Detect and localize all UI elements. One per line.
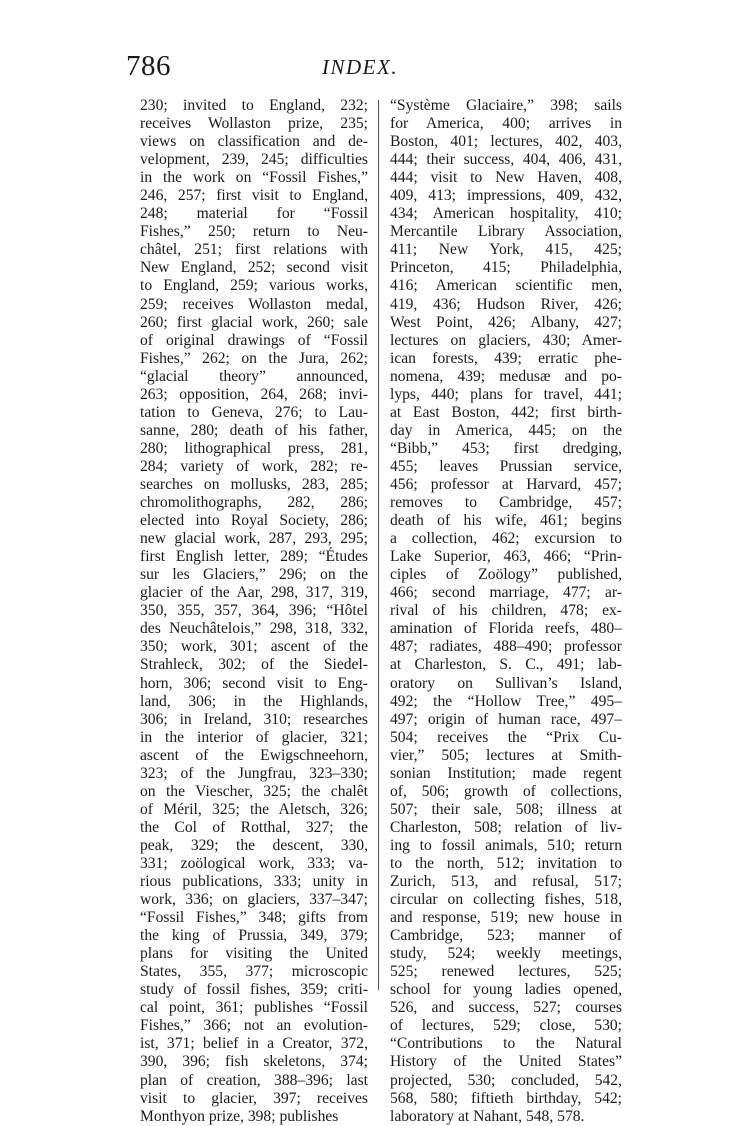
index-line: 350; work, 301; ascent of the [140, 638, 368, 656]
index-line: Boston, 401; lectures, 402, 403, [390, 133, 622, 151]
index-line: study, 524; weekly meetings, [390, 945, 622, 963]
index-line: study of fossil fishes, 359; criti- [140, 981, 368, 999]
index-line: 390, 396; fish skeletons, 374; [140, 1053, 368, 1071]
index-line: 466; second marriage, 477; ar- [390, 584, 622, 602]
index-line: 568, 580; fiftieth birthday, 542; [390, 1089, 622, 1107]
index-line: 416; American scientific men, [390, 277, 622, 295]
index-line: History of the United States” [390, 1053, 622, 1071]
index-line: oratory on Sullivan’s Island, [390, 674, 622, 692]
index-line: ascent of the Ewigschneehorn, [140, 746, 368, 764]
column-rule [378, 100, 379, 990]
index-column-right [390, 97, 622, 1126]
index-line: 526, and success, 527; courses [390, 999, 622, 1017]
index-line: of lectures, 529; close, 530; [390, 1017, 622, 1035]
index-line: Mercantile Library Association, [390, 223, 622, 241]
index-line: receives Wollaston prize, 235; [140, 115, 368, 133]
index-line: nomena, 439; medusæ and po- [390, 367, 622, 385]
running-head: INDEX. [322, 55, 399, 79]
index-line: tation to Geneva, 276; to Lau- [140, 403, 368, 421]
index-line: 504; receives the “Prix Cu- [390, 728, 622, 746]
index-line: sanne, 280; death of his father, [140, 421, 368, 439]
index-line: “Fossil Fishes,” 348; gifts from [140, 909, 368, 927]
index-line: of Méril, 325; the Aletsch, 326; [140, 800, 368, 818]
index-line: Cambridge, 523; manner of [390, 927, 622, 945]
index-line: Fishes,” 262; on the Jura, 262; [140, 349, 368, 367]
index-line: “Contributions to the Natural [390, 1035, 622, 1053]
index-line: velopment, 239, 245; difficulties [140, 151, 368, 169]
index-line: school for young ladies opened, [390, 981, 622, 999]
index-line: glacier of the Aar, 298, 317, 319, [140, 584, 368, 602]
index-line: on the Viescher, 325; the chalêt [140, 782, 368, 800]
index-line: 434; American hospitality, 410; [390, 205, 622, 223]
index-line: Fishes,” 250; return to Neu- [140, 223, 368, 241]
index-line: the king of Prussia, 349, 379; [140, 927, 368, 945]
index-line: “Système Glaciaire,” 398; sails [390, 97, 622, 114]
index-line: des Neuchâtelois,” 298, 318, 332, [140, 620, 368, 638]
index-line: 259; receives Wollaston medal, [140, 295, 368, 313]
index-line: 323; of the Jungfrau, 323–330; [140, 764, 368, 782]
index-line: 350, 355, 357, 364, 396; “Hôtel [140, 602, 368, 620]
index-line: death of his wife, 461; begins [390, 512, 622, 530]
index-line: 497; origin of human race, 497– [390, 710, 622, 728]
index-line: sur les Glaciers,” 296; on the [140, 566, 368, 584]
index-line: 444; visit to New Haven, 408, [390, 169, 622, 187]
index-line: a collection, 462; excursion to [390, 530, 622, 548]
index-line: in the work on “Fossil Fishes,” [140, 169, 368, 187]
index-line: for America, 400; arrives in [390, 115, 622, 133]
index-line: 230; invited to England, 232; [140, 97, 368, 114]
index-line: the Col of Rotthal, 327; the [140, 818, 368, 836]
index-line: new glacial work, 287, 293, 295; [140, 530, 368, 548]
index-line: West Point, 426; Albany, 427; [390, 313, 622, 331]
index-line: 263; opposition, 264, 268; invi- [140, 385, 368, 403]
index-line: 411; New York, 415, 425; [390, 241, 622, 259]
page-number: 786 [126, 50, 171, 82]
index-line: circular on collecting fishes, 518, [390, 891, 622, 909]
index-line: 248; material for “Fossil [140, 205, 368, 223]
index-line: 455; leaves Prussian service, [390, 457, 622, 475]
index-line: 306; in Ireland, 310; researches [140, 710, 368, 728]
index-line: to England, 259; various works, [140, 277, 368, 295]
index-line: day in America, 445; on the [390, 421, 622, 439]
index-line: of, 506; growth of collections, [390, 782, 622, 800]
index-line: amination of Florida reefs, 480– [390, 620, 622, 638]
index-line: first English letter, 289; “Études [140, 548, 368, 566]
index-line: and response, 519; new house in [390, 909, 622, 927]
index-line: States, 355, 377; microscopic [140, 963, 368, 981]
index-line: horn, 306; second visit to Eng- [140, 674, 368, 692]
index-line: land, 306; in the Highlands, [140, 692, 368, 710]
index-line: plans for visiting the United [140, 945, 368, 963]
index-line: ican forests, 439; erratic phe- [390, 349, 622, 367]
index-line: Charleston, 508; relation of liv- [390, 818, 622, 836]
index-line: elected into Royal Society, 286; [140, 512, 368, 530]
index-line: visit to glacier, 397; receives [140, 1089, 368, 1107]
index-line: laboratory at Nahant, 548, 578. [390, 1107, 585, 1125]
index-line: of original drawings of “Fossil [140, 331, 368, 349]
index-line: Fishes,” 366; not an evolution- [140, 1017, 368, 1035]
index-line: 260; first glacial work, 260; sale [140, 313, 368, 331]
index-line: châtel, 251; first relations with [140, 241, 368, 259]
index-line: plan of creation, 388–396; last [140, 1071, 368, 1089]
index-line: 280; lithographical press, 281, [140, 439, 368, 457]
index-line: rious publications, 333; unity in [140, 873, 368, 891]
index-line: Monthyon prize, 398; publishes [140, 1107, 339, 1125]
index-line: 419, 436; Hudson River, 426; [390, 295, 622, 313]
index-line: ciples of Zoölogy” published, [390, 566, 622, 584]
index-line: chromolithographs, 282, 286; [140, 494, 368, 512]
index-line: cal point, 361; publishes “Fossil [140, 999, 368, 1017]
index-line: ing to fossil animals, 510; return [390, 836, 622, 854]
index-line: projected, 530; concluded, 542, [390, 1071, 622, 1089]
index-line: 507; their sale, 508; illness at [390, 800, 622, 818]
index-line: vier,” 505; lectures at Smith- [390, 746, 622, 764]
index-line: 246, 257; first visit to England, [140, 187, 368, 205]
index-line: 444; their success, 404, 406, 431, [390, 151, 622, 169]
index-line: ist, 371; belief in a Creator, 372, [140, 1035, 368, 1053]
index-line: at Charleston, S. C., 491; lab- [390, 656, 622, 674]
index-line: 456; professor at Harvard, 457; [390, 475, 622, 493]
index-line: “Bibb,” 453; first dredging, [390, 439, 622, 457]
index-line: lyps, 440; plans for travel, 441; [390, 385, 622, 403]
index-line: work, 336; on glaciers, 337–347; [140, 891, 368, 909]
index-line: 525; renewed lectures, 525; [390, 963, 622, 981]
index-line: 284; variety of work, 282; re- [140, 457, 368, 475]
index-line: at East Boston, 442; first birth- [390, 403, 622, 421]
index-line: peak, 329; the descent, 330, [140, 836, 368, 854]
index-line: Strahleck, 302; of the Siedel- [140, 656, 368, 674]
index-line: 487; radiates, 488–490; professor [390, 638, 622, 656]
index-line: in the interior of glacier, 321; [140, 728, 368, 746]
index-line: New England, 252; second visit [140, 259, 368, 277]
index-column-left [140, 97, 368, 1126]
index-line: lectures on glaciers, 430; Amer- [390, 331, 622, 349]
index-line: removes to Cambridge, 457; [390, 494, 622, 512]
index-line: 409, 413; impressions, 409, 432, [390, 187, 622, 205]
index-line: “glacial theory” announced, [140, 367, 368, 385]
index-line: views on classification and de- [140, 133, 368, 151]
index-line: to the north, 512; invitation to [390, 854, 622, 872]
index-line: 492; the “Hollow Tree,” 495– [390, 692, 622, 710]
index-line: sonian Institution; made regent [390, 764, 622, 782]
index-line: rival of his children, 478; ex- [390, 602, 622, 620]
index-line: searches on mollusks, 283, 285; [140, 475, 368, 493]
index-line: 331; zoölogical work, 333; va- [140, 854, 368, 872]
index-line: Zurich, 513, and refusal, 517; [390, 873, 622, 891]
index-line: Princeton, 415; Philadelphia, [390, 259, 622, 277]
index-line: Lake Superior, 463, 466; “Prin- [390, 548, 622, 566]
